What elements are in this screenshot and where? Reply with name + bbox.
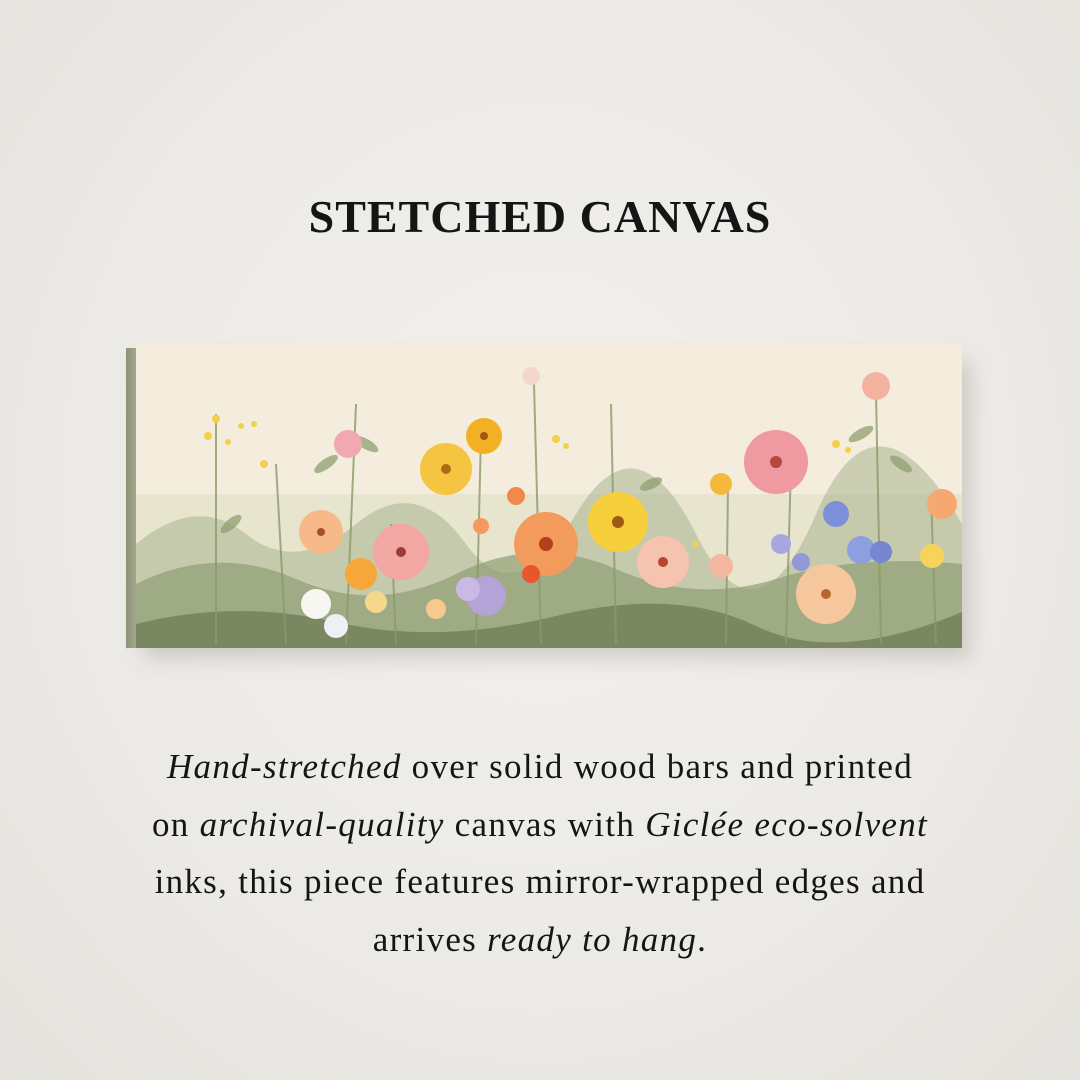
- description-text: .: [697, 919, 708, 959]
- wildflower-painting: [136, 344, 962, 648]
- page-title: STETCHED CANVAS: [308, 191, 772, 242]
- description-text: on: [151, 804, 200, 844]
- emphasis-hand-stretched: Hand-stretched: [166, 747, 402, 786]
- emphasis-ready-to-hang: ready to hang: [487, 919, 698, 959]
- canvas-print: [126, 344, 962, 656]
- description-line-1: [70, 738, 1010, 796]
- emphasis-archival-quality: archival-quality: [199, 804, 445, 844]
- description-line-2: [70, 796, 1010, 854]
- description-text: over solid wood bars and printed: [401, 747, 914, 786]
- description-line-3: inks, this piece features mirror-wrapped edges and: [154, 862, 926, 901]
- product-description: [70, 738, 1010, 968]
- description-text: arrives: [372, 919, 488, 959]
- description-line-4: [70, 911, 1010, 969]
- description-text: canvas with: [444, 804, 646, 844]
- emphasis-giclee-eco-solvent: Giclée eco-solvent: [645, 804, 929, 844]
